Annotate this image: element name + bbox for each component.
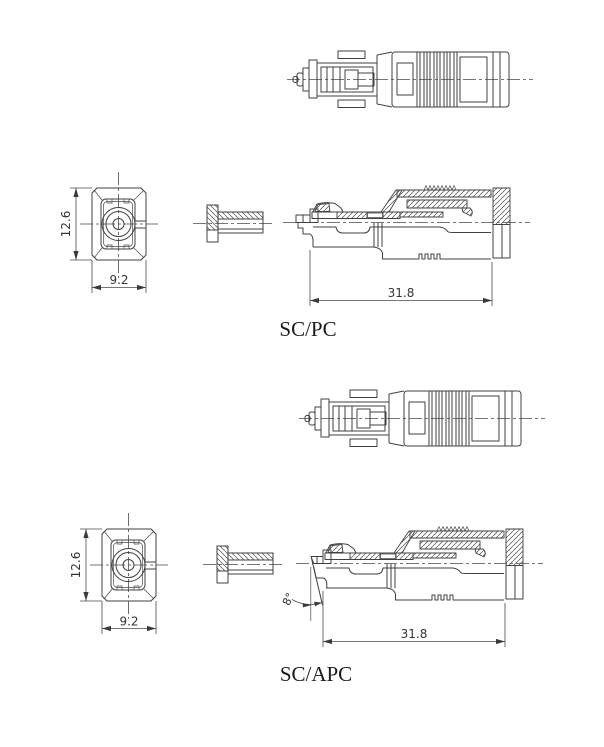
sc-apc-title: SC/APC	[279, 662, 353, 686]
sc-apc-length-dim-label: 31.8	[400, 627, 428, 641]
sc-apc-angle-dim-label: 8°	[279, 590, 297, 608]
sc-pc-height-dim-label: 12.6	[59, 210, 73, 238]
sc-pc-title: SC/PC	[279, 317, 337, 341]
sc-apc-width-dim-label: 9.2	[119, 614, 139, 629]
sc-pc-length-dim-label: 31.8	[387, 286, 415, 300]
sc-apc-height-dim-label: 12.6	[69, 551, 83, 579]
sc-pc-width-dim-label: 9.2	[109, 273, 129, 287]
